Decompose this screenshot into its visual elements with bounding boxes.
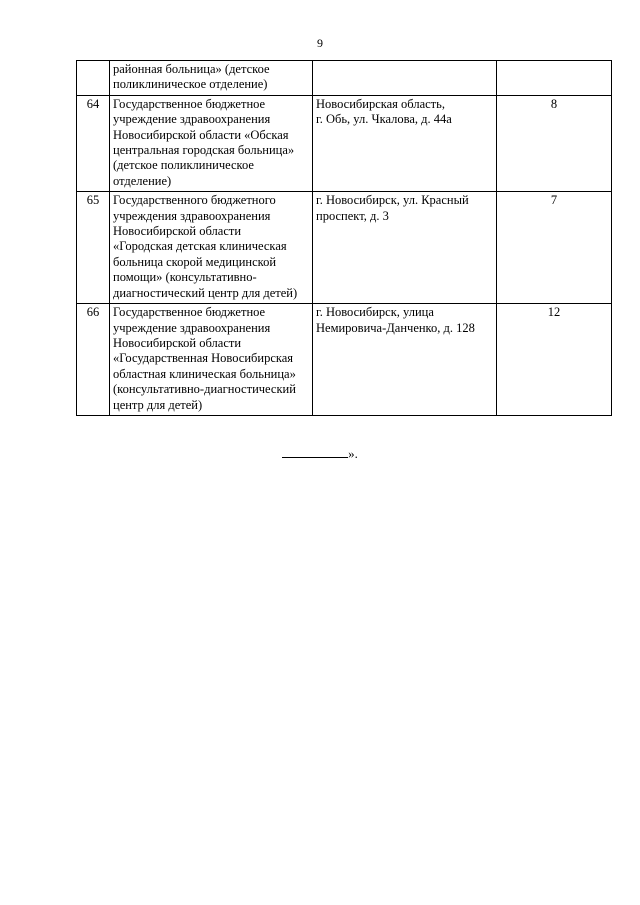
institutions-table	[76, 60, 612, 416]
table-row	[77, 192, 612, 304]
row-number: 64	[77, 95, 110, 191]
institution-name: Государственное бюджетное учреждение здравоохранения Новосибирской области «Обская центральная городская больница» (детское поликлиническое отделение)	[110, 95, 313, 191]
table-row	[77, 61, 612, 96]
row-number	[77, 61, 110, 96]
institution-name: Государственного бюджетного учреждения здравоохранения Новосибирской области «Городская детская клиническая больница скорой медицинской помощи» (консультативно- диагностический центр для детей)	[110, 192, 313, 304]
institution-count	[497, 61, 612, 96]
closing-quote: ».	[348, 446, 358, 461]
row-number: 66	[77, 304, 110, 416]
institution-address: г. Новосибирск, ул. Красный проспект, д. 3	[313, 192, 497, 304]
institution-address: г. Новосибирск, улица Немировича-Данченко, д. 128	[313, 304, 497, 416]
institution-address: Новосибирская область, г. Обь, ул. Чкалова, д. 44а	[313, 95, 497, 191]
closing-underline	[282, 444, 348, 458]
row-number: 65	[77, 192, 110, 304]
institution-count: 7	[497, 192, 612, 304]
table-row	[77, 95, 612, 191]
institution-name: Государственное бюджетное учреждение здравоохранения Новосибирской области «Государственная Новосибирская областная клиническая больница» (консультативно-диагностический центр для детей)	[110, 304, 313, 416]
institution-address	[313, 61, 497, 96]
institution-count: 12	[497, 304, 612, 416]
table-row	[77, 304, 612, 416]
institution-count: 8	[497, 95, 612, 191]
closing-mark	[0, 444, 640, 461]
institution-name: районная больница» (детское поликлиническое отделение)	[110, 61, 313, 96]
page-number: 9	[317, 36, 323, 50]
